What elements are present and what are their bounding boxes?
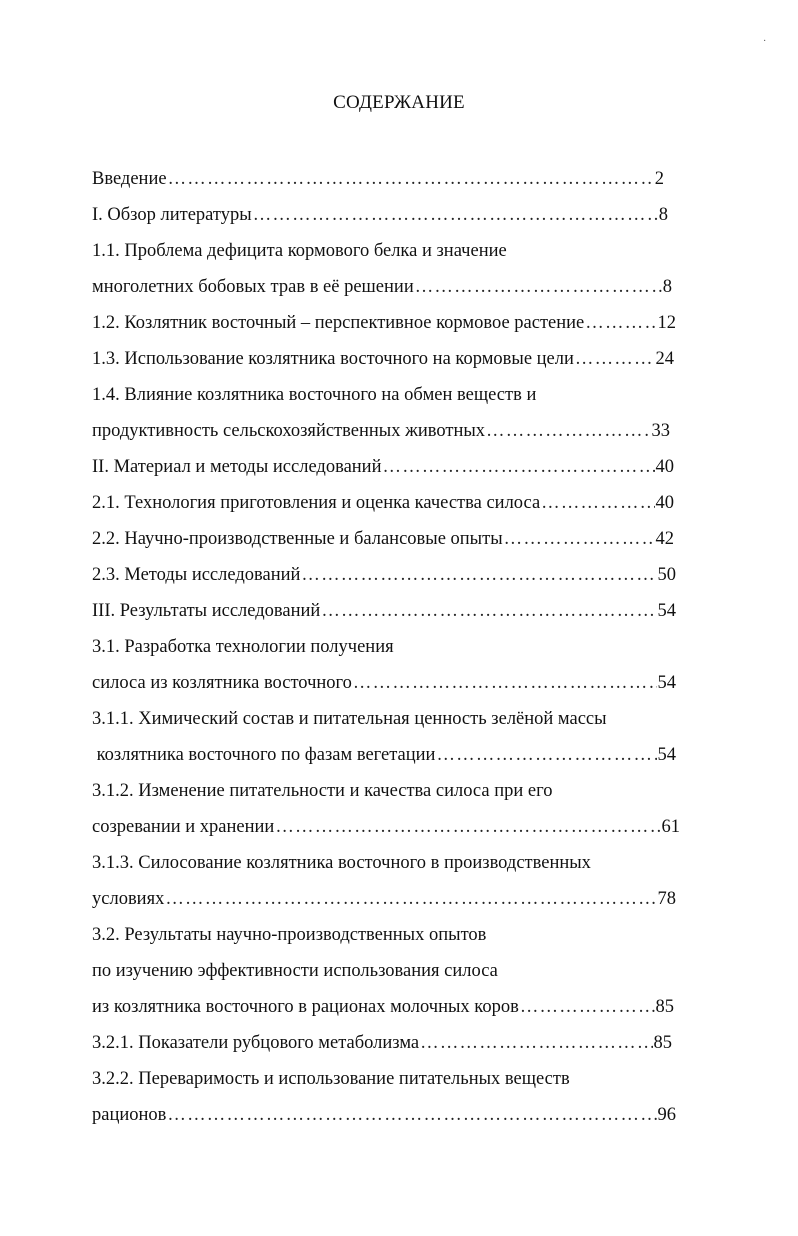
- toc-entry-page: 33: [651, 421, 670, 441]
- toc-entry: [92, 201, 668, 229]
- toc-entry-title: 2.3. Методы исследований: [92, 565, 301, 585]
- toc-entry-continued: [92, 849, 591, 877]
- toc-entry: [92, 597, 676, 625]
- toc-dot-leader: [504, 525, 655, 553]
- toc-entry-page: 96: [657, 1105, 676, 1125]
- toc-entry: [92, 309, 676, 337]
- toc-entry-page: 12: [657, 313, 676, 333]
- toc-entry: [92, 345, 674, 373]
- toc-entry-continued: [92, 921, 486, 949]
- toc-entry-page: 54: [657, 673, 676, 693]
- toc-entry: [92, 993, 674, 1021]
- toc-dot-leader: [275, 813, 660, 841]
- toc-entry: [92, 669, 676, 697]
- toc-entry-page: 2: [654, 169, 664, 189]
- toc-entry-page: 40: [655, 457, 674, 477]
- toc-dot-leader: [383, 453, 655, 481]
- toc-entry-page: 54: [657, 601, 676, 621]
- toc-entry-continued: [92, 705, 607, 733]
- toc-dot-leader: [575, 345, 655, 373]
- toc-dot-leader: [253, 201, 658, 229]
- toc-entry-title: продуктивность сельскохозяйственных животных: [92, 421, 486, 441]
- toc-dot-leader: [486, 417, 650, 445]
- toc-entry-continued: [92, 633, 394, 661]
- toc-entry: [92, 1101, 676, 1129]
- toc-entry-title: 3.2.1. Показатели рубцового метаболизма: [92, 1033, 420, 1053]
- toc-entry-continued: [92, 957, 498, 985]
- toc-entry-title: 3.1.3. Силосование козлятника восточного в производственных: [92, 853, 591, 873]
- toc-entry-title: 2.2. Научно-производственные и балансовые опыты: [92, 529, 503, 549]
- toc-entry-page: 78: [657, 889, 676, 909]
- toc-entry-title: 1.4. Влияние козлятника восточного на обмен веществ и: [92, 385, 537, 405]
- toc-entry-continued: [92, 777, 552, 805]
- toc-entry-title: по изучению эффективности использования силоса: [92, 961, 498, 981]
- toc-entry-title: 3.2. Результаты научно-производственных опытов: [92, 925, 487, 945]
- toc-entry-title: созревании и хранении: [92, 817, 275, 837]
- toc-entry-title: III. Результаты исследований: [92, 601, 321, 621]
- toc-entry-page: 8: [662, 277, 672, 297]
- toc-dot-leader: [165, 885, 656, 913]
- toc-dot-leader: [321, 597, 656, 625]
- page-title: СОДЕРЖАНИЕ: [333, 92, 465, 113]
- toc-entry: [92, 273, 672, 301]
- toc-entry: [92, 489, 674, 517]
- toc-entry-page: 40: [655, 493, 674, 513]
- toc-entry-page: 85: [655, 997, 674, 1017]
- toc-entry-title: условиях: [92, 889, 165, 909]
- toc-entry-title: рационов: [92, 1105, 167, 1125]
- toc-dot-leader: [585, 309, 656, 337]
- toc-dot-leader: [541, 489, 654, 517]
- toc-entry: [92, 741, 676, 769]
- toc-entry-page: 50: [657, 565, 676, 585]
- toc-dot-leader: [520, 993, 655, 1021]
- toc-entry-title: силоса из козлятника восточного: [92, 673, 352, 693]
- toc-entry-page: 42: [655, 529, 674, 549]
- toc-entry-continued: [92, 237, 507, 265]
- toc-entry-continued: [92, 381, 536, 409]
- toc-dot-leader: [168, 165, 654, 193]
- toc-entry-title: II. Материал и методы исследований: [92, 457, 382, 477]
- toc-dot-leader: [436, 741, 656, 769]
- toc-dot-leader: [415, 273, 662, 301]
- toc-entry-title: Введение: [92, 169, 167, 189]
- toc-entry-page: 8: [658, 205, 668, 225]
- toc-dot-leader: [301, 561, 656, 589]
- toc-dot-leader: [353, 669, 657, 697]
- toc-entry: [92, 885, 676, 913]
- toc-entry-title: I. Обзор литературы: [92, 205, 252, 225]
- toc-entry-page: 24: [655, 349, 674, 369]
- toc-entry-title: 3.1.2. Изменение питательности и качества силоса при его: [92, 781, 553, 801]
- toc-entry-title: 1.3. Использование козлятника восточного на кормовые цели: [92, 349, 574, 369]
- toc-entry-title: 3.1. Разработка технологии получения: [92, 637, 394, 657]
- toc-entry-title: 2.1. Технология приготовления и оценка качества силоса: [92, 493, 541, 513]
- toc-entry-page: 85: [653, 1033, 672, 1053]
- toc-entry: [92, 1029, 672, 1057]
- toc-entry-title: козлятника восточного по фазам вегетации: [92, 745, 436, 765]
- toc-dot-leader: [167, 1101, 656, 1129]
- toc-entry: [92, 561, 676, 589]
- toc-entry: [92, 417, 670, 445]
- toc-entry-title: 3.1.1. Химический состав и питательная ценность зелёной массы: [92, 709, 607, 729]
- scan-artifact-mark: ·: [763, 36, 767, 47]
- toc-entry-continued: [92, 1065, 570, 1093]
- toc-entry-title: 1.2. Козлятник восточный – перспективное кормовое растение: [92, 313, 585, 333]
- toc-entry-title: многолетних бобовых трав в её решении: [92, 277, 414, 297]
- toc-entry-title: 3.2.2. Переваримость и использование питательных веществ: [92, 1069, 570, 1089]
- toc-entry: [92, 165, 664, 193]
- toc-dot-leader: [420, 1029, 652, 1057]
- toc-entry: [92, 525, 674, 553]
- toc-entry-page: 61: [661, 817, 680, 837]
- toc-entry-title: 1.1. Проблема дефицита кормового белка и значение: [92, 241, 507, 261]
- toc-entry: [92, 453, 674, 481]
- toc-entry-page: 54: [657, 745, 676, 765]
- toc-entry: [92, 813, 680, 841]
- toc-entry-title: из козлятника восточного в рационах молочных коров: [92, 997, 519, 1017]
